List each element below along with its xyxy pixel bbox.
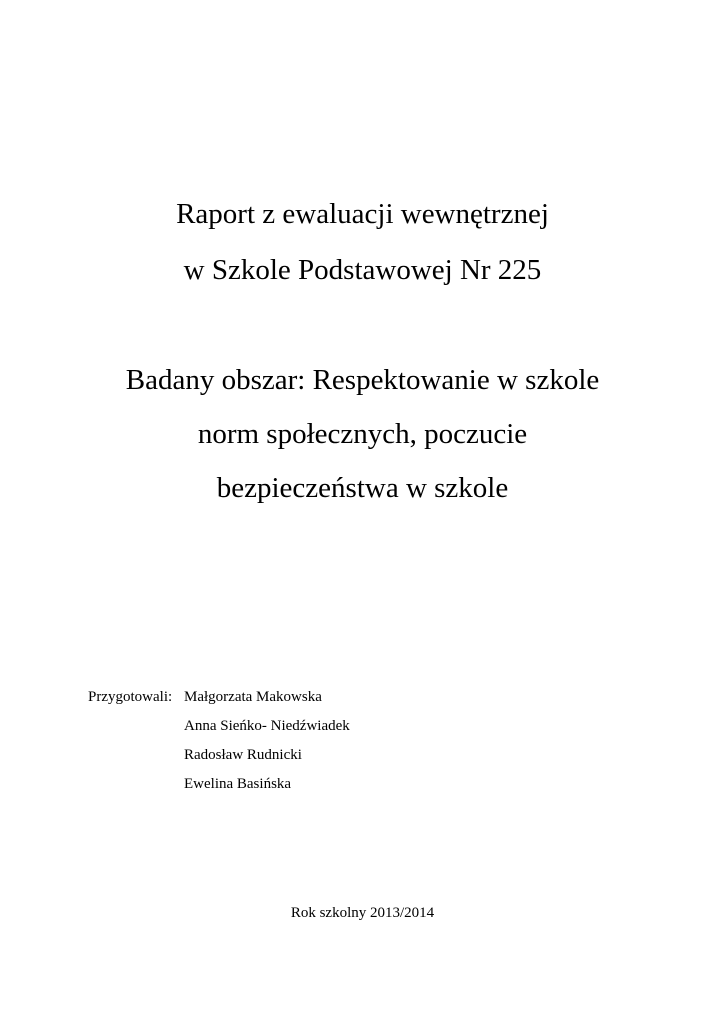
school-year: Rok szkolny 2013/2014	[290, 905, 435, 921]
author-label-spacer	[88, 712, 184, 741]
author-name: Ewelina Basińska	[184, 776, 292, 792]
author-row	[88, 770, 350, 799]
author-name: Radosław Rudnicki	[184, 747, 302, 763]
report-title-line-1: Raport z ewaluacji wewnętrznej	[176, 198, 549, 230]
author-row	[88, 712, 350, 741]
author-row	[88, 683, 350, 712]
authors-block	[88, 683, 350, 799]
report-title-line-2: w Szkole Podstawowej Nr 225	[183, 254, 542, 286]
author-name: Małgorzata Makowska	[184, 689, 322, 705]
prepared-by-label: Przygotowali:	[88, 689, 173, 705]
area-line-3: bezpieczeństwa w szkole	[216, 472, 509, 504]
area-line-1: Badany obszar: Respektowanie w szkole	[125, 364, 600, 396]
area-line-2: norm społecznych, poczucie	[197, 418, 528, 450]
author-label-spacer	[88, 741, 184, 770]
author-label-spacer	[88, 770, 184, 799]
author-row	[88, 741, 350, 770]
author-name: Anna Sieńko- Niedźwiadek	[184, 718, 350, 734]
